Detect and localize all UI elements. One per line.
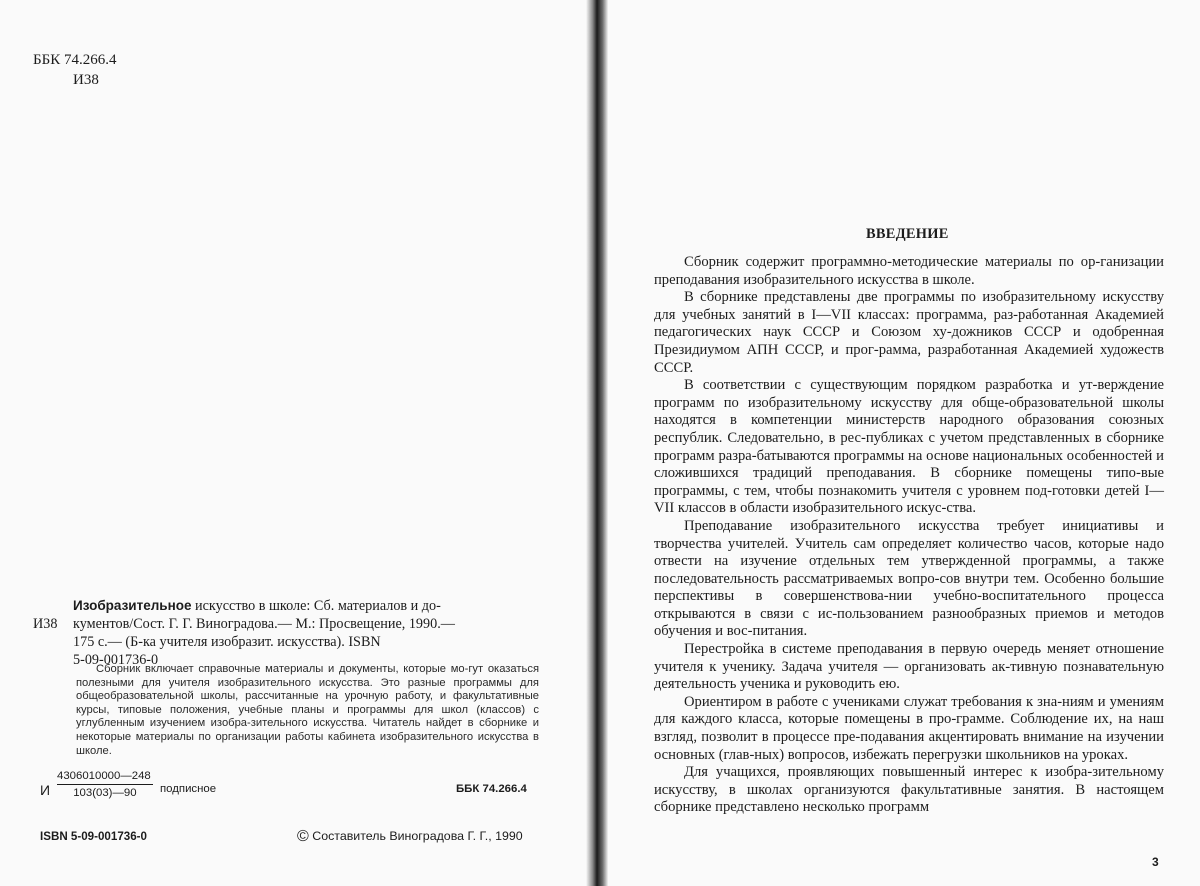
annotation-text: Сборник включает справочные материалы и документы, которые мо-гут оказаться полезными для учителя изобразительного искусства. Это разные программы для общеобразовательной школы, рассчитанные на урочную работу, и факультативные курсы, типовые положения, учебные планы и программы для школ (классов) с углубленным изучением изобра-зительного искусства. Читатель найдет в сборнике и некоторые материалы по организации работы кабинета изобразительного искусства в школе. xyxy=(76,663,539,757)
copyright-icon: © xyxy=(297,828,309,845)
subscription-label: подписное xyxy=(160,783,217,795)
bbk-classification xyxy=(33,50,116,90)
paragraph: Преподавание изобразительного искусства требует инициативы и творчества учителей. Учитель сам определяет количество часов, которые надо отвести на изучение отдельных тем утвержденной программы, а также последовательность рассматриваемых вопро-сов внутри тем. Особенно большие перспективы в совершенствова-нии учебно-воспитательного процесса открываются в связи с ис-пользованием разнообразных приемов и методов обучения и вос-питания. xyxy=(654,517,1164,640)
copyright-text: Составитель Виноградова Г. Г., 1990 xyxy=(312,829,523,843)
price-fraction xyxy=(57,770,153,799)
biblio-index: И38 xyxy=(33,616,58,632)
paragraph: Ориентиром в работе с учениками служат требования к зна-ниям и умениям для каждого класса, которые помещены в про-грамме. Соблюдение их, на наш взгляд, позволит в процессе пре-подавания акцентировать внимание на изучении основных (глав-ных) вопросов, избежать перегрузки школьников на уроках. xyxy=(654,693,1164,763)
price-code-row xyxy=(40,768,540,808)
bbk-code: ББК 74.266.4 xyxy=(33,52,117,68)
biblio-line-3: 175 с.— (Б-ка учителя изобразит. искусства). ISBN xyxy=(73,634,381,650)
price-letter: И xyxy=(40,782,51,798)
biblio-line-1 xyxy=(33,597,539,615)
author-index-code: И38 xyxy=(73,72,99,88)
annotation xyxy=(76,663,539,758)
paragraph: Для учащихся, проявляющих повышенный интерес к изобра-зительному искусству, в школах организуются факультативные занятия. В настоящем сборнике представлено несколько программ xyxy=(654,764,1164,816)
paragraph: В соответствии с существующим порядком разработка и ут-верждение программ по изобразительному искусству для обще-образовательной школы находятся в компетенции министерств народного образования союзных республик. Следовательно, в рес-публиках с учетом представленных в сборнике программ разра-батываются программы на основе национальных особенностей и сложившихся традиций преподавания. В сборнике помещены типо-вые программы, с тем, чтобы познакомить учителя с уровнем под-готовки детей I—VII классов в области изобразительного искус-ства. xyxy=(654,377,1164,517)
section-heading: ВВЕДЕНИЕ xyxy=(866,226,949,242)
bbk-code-footer: ББК 74.266.4 xyxy=(456,783,527,795)
copyright-line xyxy=(297,828,523,846)
paragraph: Сборник содержит программно-методические материалы по ор-ганизации преподавания изобразительного искусства в школе. xyxy=(654,254,1164,288)
biblio-line-1-rest: искусство в школе: Сб. материалов и до- xyxy=(191,598,441,614)
bibliographic-record xyxy=(33,597,539,669)
book-spine xyxy=(586,0,608,886)
page-number: 3 xyxy=(1152,855,1159,869)
book-title: Изобразительное xyxy=(73,598,192,613)
biblio-line-4: 5-09-001736-0 xyxy=(73,652,159,668)
price-numerator: 4306010000—248 xyxy=(57,770,153,785)
introduction-body xyxy=(654,254,1164,817)
paragraph: Перестройка в системе преподавания в первую очередь меняет отношение учителя к ученику. Задача учителя — организовать ак-тивную познавательную деятельность ученика и руководить ею. xyxy=(654,641,1164,693)
biblio-line-2: кументов/Сост. Г. Г. Виноградова.— М.: Просвещение, 1990.— xyxy=(73,616,455,632)
isbn: ISBN 5-09-001736-0 xyxy=(40,830,147,843)
price-denominator: 103(03)—90 xyxy=(73,787,137,799)
paragraph: В сборнике представлены две программы по изобразительному искусству для учебных занятий в I—VII классах: программа, раз-работанная Академией педагогических наук СССР и Союзом ху-дожников СССР и одобренная Президиумом АПН СССР, и прог-рамма, разработанная Академией художеств СССР. xyxy=(654,289,1164,376)
